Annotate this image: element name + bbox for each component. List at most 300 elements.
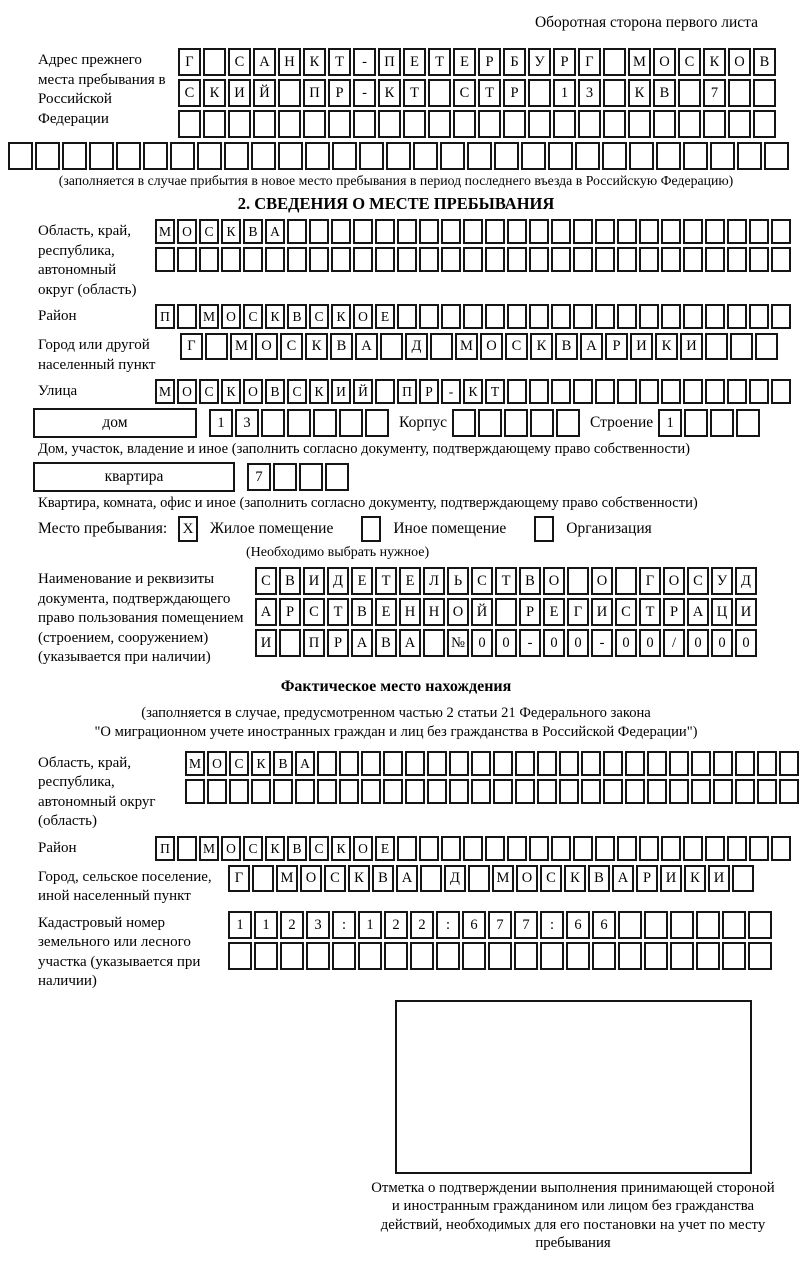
- char-cell[interactable]: В: [330, 333, 353, 360]
- char-cell[interactable]: [478, 110, 501, 138]
- char-cell[interactable]: [710, 142, 735, 170]
- char-cell[interactable]: [617, 304, 637, 329]
- char-cell[interactable]: [353, 110, 376, 138]
- char-cell[interactable]: [683, 142, 708, 170]
- char-cell[interactable]: [639, 219, 659, 244]
- char-cell[interactable]: 6: [566, 911, 590, 939]
- char-cell[interactable]: [578, 110, 601, 138]
- char-cell[interactable]: С: [540, 865, 562, 892]
- char-cell[interactable]: П: [303, 629, 325, 657]
- char-cell[interactable]: [749, 379, 769, 404]
- char-cell[interactable]: И: [255, 629, 277, 657]
- char-cell[interactable]: -: [519, 629, 541, 657]
- char-cell[interactable]: [617, 836, 637, 861]
- char-cell[interactable]: Т: [403, 79, 426, 107]
- char-cell[interactable]: [669, 751, 689, 776]
- char-cell[interactable]: Г: [578, 48, 601, 76]
- char-cell[interactable]: [710, 409, 734, 437]
- char-cell[interactable]: [764, 142, 789, 170]
- char-cell[interactable]: [736, 409, 760, 437]
- char-cell[interactable]: [309, 247, 329, 272]
- char-cell[interactable]: А: [580, 333, 603, 360]
- char-cell[interactable]: [485, 219, 505, 244]
- char-cell[interactable]: [618, 911, 642, 939]
- char-cell[interactable]: [185, 779, 205, 804]
- char-cell[interactable]: Т: [375, 567, 397, 595]
- char-cell[interactable]: Т: [428, 48, 451, 76]
- char-cell[interactable]: Й: [253, 79, 276, 107]
- char-cell[interactable]: [595, 219, 615, 244]
- char-cell[interactable]: [705, 379, 725, 404]
- char-cell[interactable]: У: [711, 567, 733, 595]
- char-cell[interactable]: О: [221, 304, 241, 329]
- char-cell[interactable]: В: [753, 48, 776, 76]
- char-cell[interactable]: В: [351, 598, 373, 626]
- char-cell[interactable]: [261, 409, 285, 437]
- char-cell[interactable]: [339, 751, 359, 776]
- char-cell[interactable]: [573, 219, 593, 244]
- char-cell[interactable]: А: [255, 598, 277, 626]
- char-cell[interactable]: [696, 942, 720, 970]
- char-cell[interactable]: [331, 247, 351, 272]
- char-cell[interactable]: [306, 942, 330, 970]
- char-cell[interactable]: [427, 779, 447, 804]
- char-cell[interactable]: [737, 142, 762, 170]
- char-cell[interactable]: [386, 142, 411, 170]
- char-cell[interactable]: [287, 247, 307, 272]
- char-cell[interactable]: [177, 247, 197, 272]
- char-cell[interactable]: П: [378, 48, 401, 76]
- char-cell[interactable]: С: [309, 836, 329, 861]
- char-cell[interactable]: [603, 79, 626, 107]
- char-cell[interactable]: [405, 751, 425, 776]
- char-cell[interactable]: О: [353, 304, 373, 329]
- char-cell[interactable]: [515, 751, 535, 776]
- char-cell[interactable]: О: [728, 48, 751, 76]
- char-cell[interactable]: [353, 247, 373, 272]
- char-cell[interactable]: [727, 379, 747, 404]
- stay-type-checkbox-organization[interactable]: [534, 516, 554, 542]
- char-cell[interactable]: [116, 142, 141, 170]
- char-cell[interactable]: О: [255, 333, 278, 360]
- char-cell[interactable]: [229, 779, 249, 804]
- char-cell[interactable]: М: [628, 48, 651, 76]
- char-cell[interactable]: [361, 751, 381, 776]
- char-cell[interactable]: [254, 942, 278, 970]
- char-cell[interactable]: А: [265, 219, 285, 244]
- char-cell[interactable]: [228, 110, 251, 138]
- char-cell[interactable]: [507, 247, 527, 272]
- char-cell[interactable]: [603, 779, 623, 804]
- char-cell[interactable]: [468, 865, 490, 892]
- char-cell[interactable]: [378, 110, 401, 138]
- char-cell[interactable]: [493, 751, 513, 776]
- char-cell[interactable]: [567, 567, 589, 595]
- char-cell[interactable]: [732, 865, 754, 892]
- char-cell[interactable]: К: [331, 836, 351, 861]
- char-cell[interactable]: В: [555, 333, 578, 360]
- char-cell[interactable]: [521, 142, 546, 170]
- char-cell[interactable]: [753, 110, 776, 138]
- char-cell[interactable]: [8, 142, 33, 170]
- char-cell[interactable]: [529, 379, 549, 404]
- char-cell[interactable]: [299, 463, 323, 491]
- char-cell[interactable]: [705, 219, 725, 244]
- char-cell[interactable]: Е: [403, 48, 426, 76]
- char-cell[interactable]: [463, 247, 483, 272]
- char-cell[interactable]: [735, 751, 755, 776]
- char-cell[interactable]: П: [155, 304, 175, 329]
- char-cell[interactable]: [403, 110, 426, 138]
- char-cell[interactable]: [384, 942, 408, 970]
- char-cell[interactable]: [317, 751, 337, 776]
- char-cell[interactable]: [683, 379, 703, 404]
- char-cell[interactable]: К: [265, 836, 285, 861]
- char-cell[interactable]: [615, 567, 637, 595]
- char-cell[interactable]: Р: [327, 629, 349, 657]
- char-cell[interactable]: Ц: [711, 598, 733, 626]
- char-cell[interactable]: К: [221, 379, 241, 404]
- char-cell[interactable]: Т: [328, 48, 351, 76]
- char-cell[interactable]: [494, 142, 519, 170]
- char-cell[interactable]: К: [684, 865, 706, 892]
- char-cell[interactable]: [548, 142, 573, 170]
- char-cell[interactable]: [727, 219, 747, 244]
- char-cell[interactable]: [177, 304, 197, 329]
- char-cell[interactable]: Е: [375, 598, 397, 626]
- char-cell[interactable]: С: [309, 304, 329, 329]
- char-cell[interactable]: [332, 142, 357, 170]
- char-cell[interactable]: [485, 304, 505, 329]
- char-cell[interactable]: Й: [353, 379, 373, 404]
- char-cell[interactable]: К: [331, 304, 351, 329]
- char-cell[interactable]: [383, 751, 403, 776]
- char-cell[interactable]: А: [253, 48, 276, 76]
- char-cell[interactable]: [449, 751, 469, 776]
- char-cell[interactable]: [553, 110, 576, 138]
- char-cell[interactable]: [617, 247, 637, 272]
- char-cell[interactable]: А: [612, 865, 634, 892]
- char-cell[interactable]: :: [436, 911, 460, 939]
- char-cell[interactable]: С: [324, 865, 346, 892]
- char-cell[interactable]: М: [276, 865, 298, 892]
- char-cell[interactable]: [771, 836, 791, 861]
- char-cell[interactable]: [467, 142, 492, 170]
- char-cell[interactable]: С: [287, 379, 307, 404]
- char-cell[interactable]: М: [155, 379, 175, 404]
- char-cell[interactable]: Г: [178, 48, 201, 76]
- char-cell[interactable]: К: [655, 333, 678, 360]
- char-cell[interactable]: И: [630, 333, 653, 360]
- char-cell[interactable]: [537, 779, 557, 804]
- char-cell[interactable]: [485, 247, 505, 272]
- char-cell[interactable]: [353, 219, 373, 244]
- char-cell[interactable]: [252, 865, 274, 892]
- char-cell[interactable]: [253, 110, 276, 138]
- char-cell[interactable]: 1: [209, 409, 233, 437]
- char-cell[interactable]: К: [221, 219, 241, 244]
- char-cell[interactable]: О: [177, 379, 197, 404]
- char-cell[interactable]: [713, 751, 733, 776]
- char-cell[interactable]: В: [287, 304, 307, 329]
- char-cell[interactable]: Р: [663, 598, 685, 626]
- char-cell[interactable]: [205, 333, 228, 360]
- char-cell[interactable]: [683, 836, 703, 861]
- char-cell[interactable]: И: [331, 379, 351, 404]
- char-cell[interactable]: [440, 142, 465, 170]
- char-cell[interactable]: [413, 142, 438, 170]
- char-cell[interactable]: [639, 836, 659, 861]
- char-cell[interactable]: [358, 942, 382, 970]
- char-cell[interactable]: Т: [639, 598, 661, 626]
- char-cell[interactable]: [617, 219, 637, 244]
- char-cell[interactable]: К: [251, 751, 271, 776]
- char-cell[interactable]: С: [199, 219, 219, 244]
- char-cell[interactable]: [441, 219, 461, 244]
- char-cell[interactable]: [566, 942, 590, 970]
- char-cell[interactable]: [696, 911, 720, 939]
- char-cell[interactable]: Н: [278, 48, 301, 76]
- char-cell[interactable]: [280, 942, 304, 970]
- char-cell[interactable]: И: [735, 598, 757, 626]
- char-cell[interactable]: [478, 409, 502, 437]
- char-cell[interactable]: [683, 247, 703, 272]
- char-cell[interactable]: И: [680, 333, 703, 360]
- char-cell[interactable]: [749, 836, 769, 861]
- char-cell[interactable]: [713, 779, 733, 804]
- char-cell[interactable]: [419, 836, 439, 861]
- char-cell[interactable]: [251, 779, 271, 804]
- char-cell[interactable]: [428, 110, 451, 138]
- char-cell[interactable]: [328, 110, 351, 138]
- char-cell[interactable]: 0: [567, 629, 589, 657]
- char-cell[interactable]: К: [303, 48, 326, 76]
- char-cell[interactable]: 2: [410, 911, 434, 939]
- char-cell[interactable]: [691, 751, 711, 776]
- char-cell[interactable]: [452, 409, 476, 437]
- char-cell[interactable]: Г: [567, 598, 589, 626]
- char-cell[interactable]: [420, 865, 442, 892]
- char-cell[interactable]: [595, 379, 615, 404]
- stay-type-checkbox-residential[interactable]: X: [178, 516, 198, 542]
- char-cell[interactable]: С: [615, 598, 637, 626]
- char-cell[interactable]: Д: [444, 865, 466, 892]
- char-cell[interactable]: С: [678, 48, 701, 76]
- char-cell[interactable]: [419, 304, 439, 329]
- char-cell[interactable]: [703, 110, 726, 138]
- char-cell[interactable]: [540, 942, 564, 970]
- char-cell[interactable]: 7: [703, 79, 726, 107]
- char-cell[interactable]: Н: [399, 598, 421, 626]
- char-cell[interactable]: В: [653, 79, 676, 107]
- char-cell[interactable]: [551, 247, 571, 272]
- char-cell[interactable]: [449, 779, 469, 804]
- char-cell[interactable]: С: [505, 333, 528, 360]
- char-cell[interactable]: В: [265, 379, 285, 404]
- char-cell[interactable]: [529, 304, 549, 329]
- char-cell[interactable]: О: [447, 598, 469, 626]
- char-cell[interactable]: [573, 304, 593, 329]
- char-cell[interactable]: [551, 379, 571, 404]
- char-cell[interactable]: К: [530, 333, 553, 360]
- char-cell[interactable]: [595, 247, 615, 272]
- char-cell[interactable]: Т: [478, 79, 501, 107]
- char-cell[interactable]: Р: [503, 79, 526, 107]
- char-cell[interactable]: [332, 942, 356, 970]
- char-cell[interactable]: [303, 110, 326, 138]
- char-cell[interactable]: -: [353, 79, 376, 107]
- char-cell[interactable]: [727, 304, 747, 329]
- char-cell[interactable]: [453, 110, 476, 138]
- char-cell[interactable]: [207, 779, 227, 804]
- char-cell[interactable]: Д: [327, 567, 349, 595]
- char-cell[interactable]: [669, 779, 689, 804]
- char-cell[interactable]: [573, 836, 593, 861]
- char-cell[interactable]: [603, 751, 623, 776]
- char-cell[interactable]: И: [708, 865, 730, 892]
- char-cell[interactable]: А: [396, 865, 418, 892]
- char-cell[interactable]: -: [441, 379, 461, 404]
- char-cell[interactable]: [35, 142, 60, 170]
- char-cell[interactable]: [430, 333, 453, 360]
- char-cell[interactable]: [603, 48, 626, 76]
- char-cell[interactable]: 7: [488, 911, 512, 939]
- char-cell[interactable]: П: [303, 79, 326, 107]
- char-cell[interactable]: О: [543, 567, 565, 595]
- char-cell[interactable]: В: [375, 629, 397, 657]
- char-cell[interactable]: [735, 779, 755, 804]
- char-cell[interactable]: О: [207, 751, 227, 776]
- char-cell[interactable]: [309, 219, 329, 244]
- char-cell[interactable]: [683, 219, 703, 244]
- char-cell[interactable]: [595, 836, 615, 861]
- char-cell[interactable]: Н: [423, 598, 445, 626]
- char-cell[interactable]: [779, 751, 799, 776]
- char-cell[interactable]: П: [397, 379, 417, 404]
- char-cell[interactable]: [528, 110, 551, 138]
- char-cell[interactable]: [683, 304, 703, 329]
- char-cell[interactable]: [405, 779, 425, 804]
- char-cell[interactable]: С: [687, 567, 709, 595]
- char-cell[interactable]: [639, 304, 659, 329]
- char-cell[interactable]: [551, 219, 571, 244]
- char-cell[interactable]: [661, 379, 681, 404]
- char-cell[interactable]: [361, 779, 381, 804]
- char-cell[interactable]: С: [199, 379, 219, 404]
- stay-type-checkbox-other-premises[interactable]: [361, 516, 381, 542]
- char-cell[interactable]: [529, 219, 549, 244]
- char-cell[interactable]: [727, 247, 747, 272]
- char-cell[interactable]: Е: [543, 598, 565, 626]
- char-cell[interactable]: И: [660, 865, 682, 892]
- char-cell[interactable]: [581, 751, 601, 776]
- char-cell[interactable]: Д: [735, 567, 757, 595]
- char-cell[interactable]: [197, 142, 222, 170]
- char-cell[interactable]: [507, 219, 527, 244]
- char-cell[interactable]: Р: [636, 865, 658, 892]
- char-cell[interactable]: 7: [514, 911, 538, 939]
- char-cell[interactable]: К: [265, 304, 285, 329]
- char-cell[interactable]: 2: [280, 911, 304, 939]
- char-cell[interactable]: С: [471, 567, 493, 595]
- char-cell[interactable]: [419, 219, 439, 244]
- char-cell[interactable]: К: [305, 333, 328, 360]
- char-cell[interactable]: 2: [384, 911, 408, 939]
- char-cell[interactable]: -: [353, 48, 376, 76]
- char-cell[interactable]: :: [332, 911, 356, 939]
- char-cell[interactable]: [722, 942, 746, 970]
- char-cell[interactable]: [603, 110, 626, 138]
- char-cell[interactable]: [639, 379, 659, 404]
- char-cell[interactable]: [749, 304, 769, 329]
- char-cell[interactable]: Е: [399, 567, 421, 595]
- char-cell[interactable]: [287, 219, 307, 244]
- char-cell[interactable]: 0: [687, 629, 709, 657]
- char-cell[interactable]: [273, 779, 293, 804]
- char-cell[interactable]: Й: [471, 598, 493, 626]
- char-cell[interactable]: [757, 751, 777, 776]
- char-cell[interactable]: [529, 247, 549, 272]
- char-cell[interactable]: В: [243, 219, 263, 244]
- char-cell[interactable]: Р: [328, 79, 351, 107]
- char-cell[interactable]: А: [355, 333, 378, 360]
- char-cell[interactable]: 7: [247, 463, 271, 491]
- char-cell[interactable]: [551, 836, 571, 861]
- char-cell[interactable]: [278, 110, 301, 138]
- char-cell[interactable]: [155, 247, 175, 272]
- char-cell[interactable]: [365, 409, 389, 437]
- char-cell[interactable]: [727, 836, 747, 861]
- char-cell[interactable]: [705, 836, 725, 861]
- char-cell[interactable]: К: [378, 79, 401, 107]
- char-cell[interactable]: [705, 333, 728, 360]
- char-cell[interactable]: [273, 463, 297, 491]
- char-cell[interactable]: [661, 836, 681, 861]
- char-cell[interactable]: [441, 304, 461, 329]
- char-cell[interactable]: [495, 598, 517, 626]
- char-cell[interactable]: [514, 942, 538, 970]
- char-cell[interactable]: М: [455, 333, 478, 360]
- char-cell[interactable]: [331, 219, 351, 244]
- char-cell[interactable]: О: [480, 333, 503, 360]
- char-cell[interactable]: [295, 779, 315, 804]
- char-cell[interactable]: №: [447, 629, 469, 657]
- char-cell[interactable]: [581, 779, 601, 804]
- char-cell[interactable]: 0: [639, 629, 661, 657]
- char-cell[interactable]: 1: [228, 911, 252, 939]
- char-cell[interactable]: О: [243, 379, 263, 404]
- char-cell[interactable]: [678, 110, 701, 138]
- char-cell[interactable]: [428, 79, 451, 107]
- char-cell[interactable]: [170, 142, 195, 170]
- char-cell[interactable]: 3: [235, 409, 259, 437]
- char-cell[interactable]: [305, 142, 330, 170]
- char-cell[interactable]: 3: [578, 79, 601, 107]
- char-cell[interactable]: О: [353, 836, 373, 861]
- char-cell[interactable]: Е: [453, 48, 476, 76]
- char-cell[interactable]: 1: [553, 79, 576, 107]
- char-cell[interactable]: [488, 942, 512, 970]
- char-cell[interactable]: -: [591, 629, 613, 657]
- char-cell[interactable]: [625, 751, 645, 776]
- char-cell[interactable]: [779, 779, 799, 804]
- char-cell[interactable]: Ь: [447, 567, 469, 595]
- char-cell[interactable]: [423, 629, 445, 657]
- char-cell[interactable]: Р: [605, 333, 628, 360]
- char-cell[interactable]: [730, 333, 753, 360]
- char-cell[interactable]: К: [628, 79, 651, 107]
- char-cell[interactable]: [504, 409, 528, 437]
